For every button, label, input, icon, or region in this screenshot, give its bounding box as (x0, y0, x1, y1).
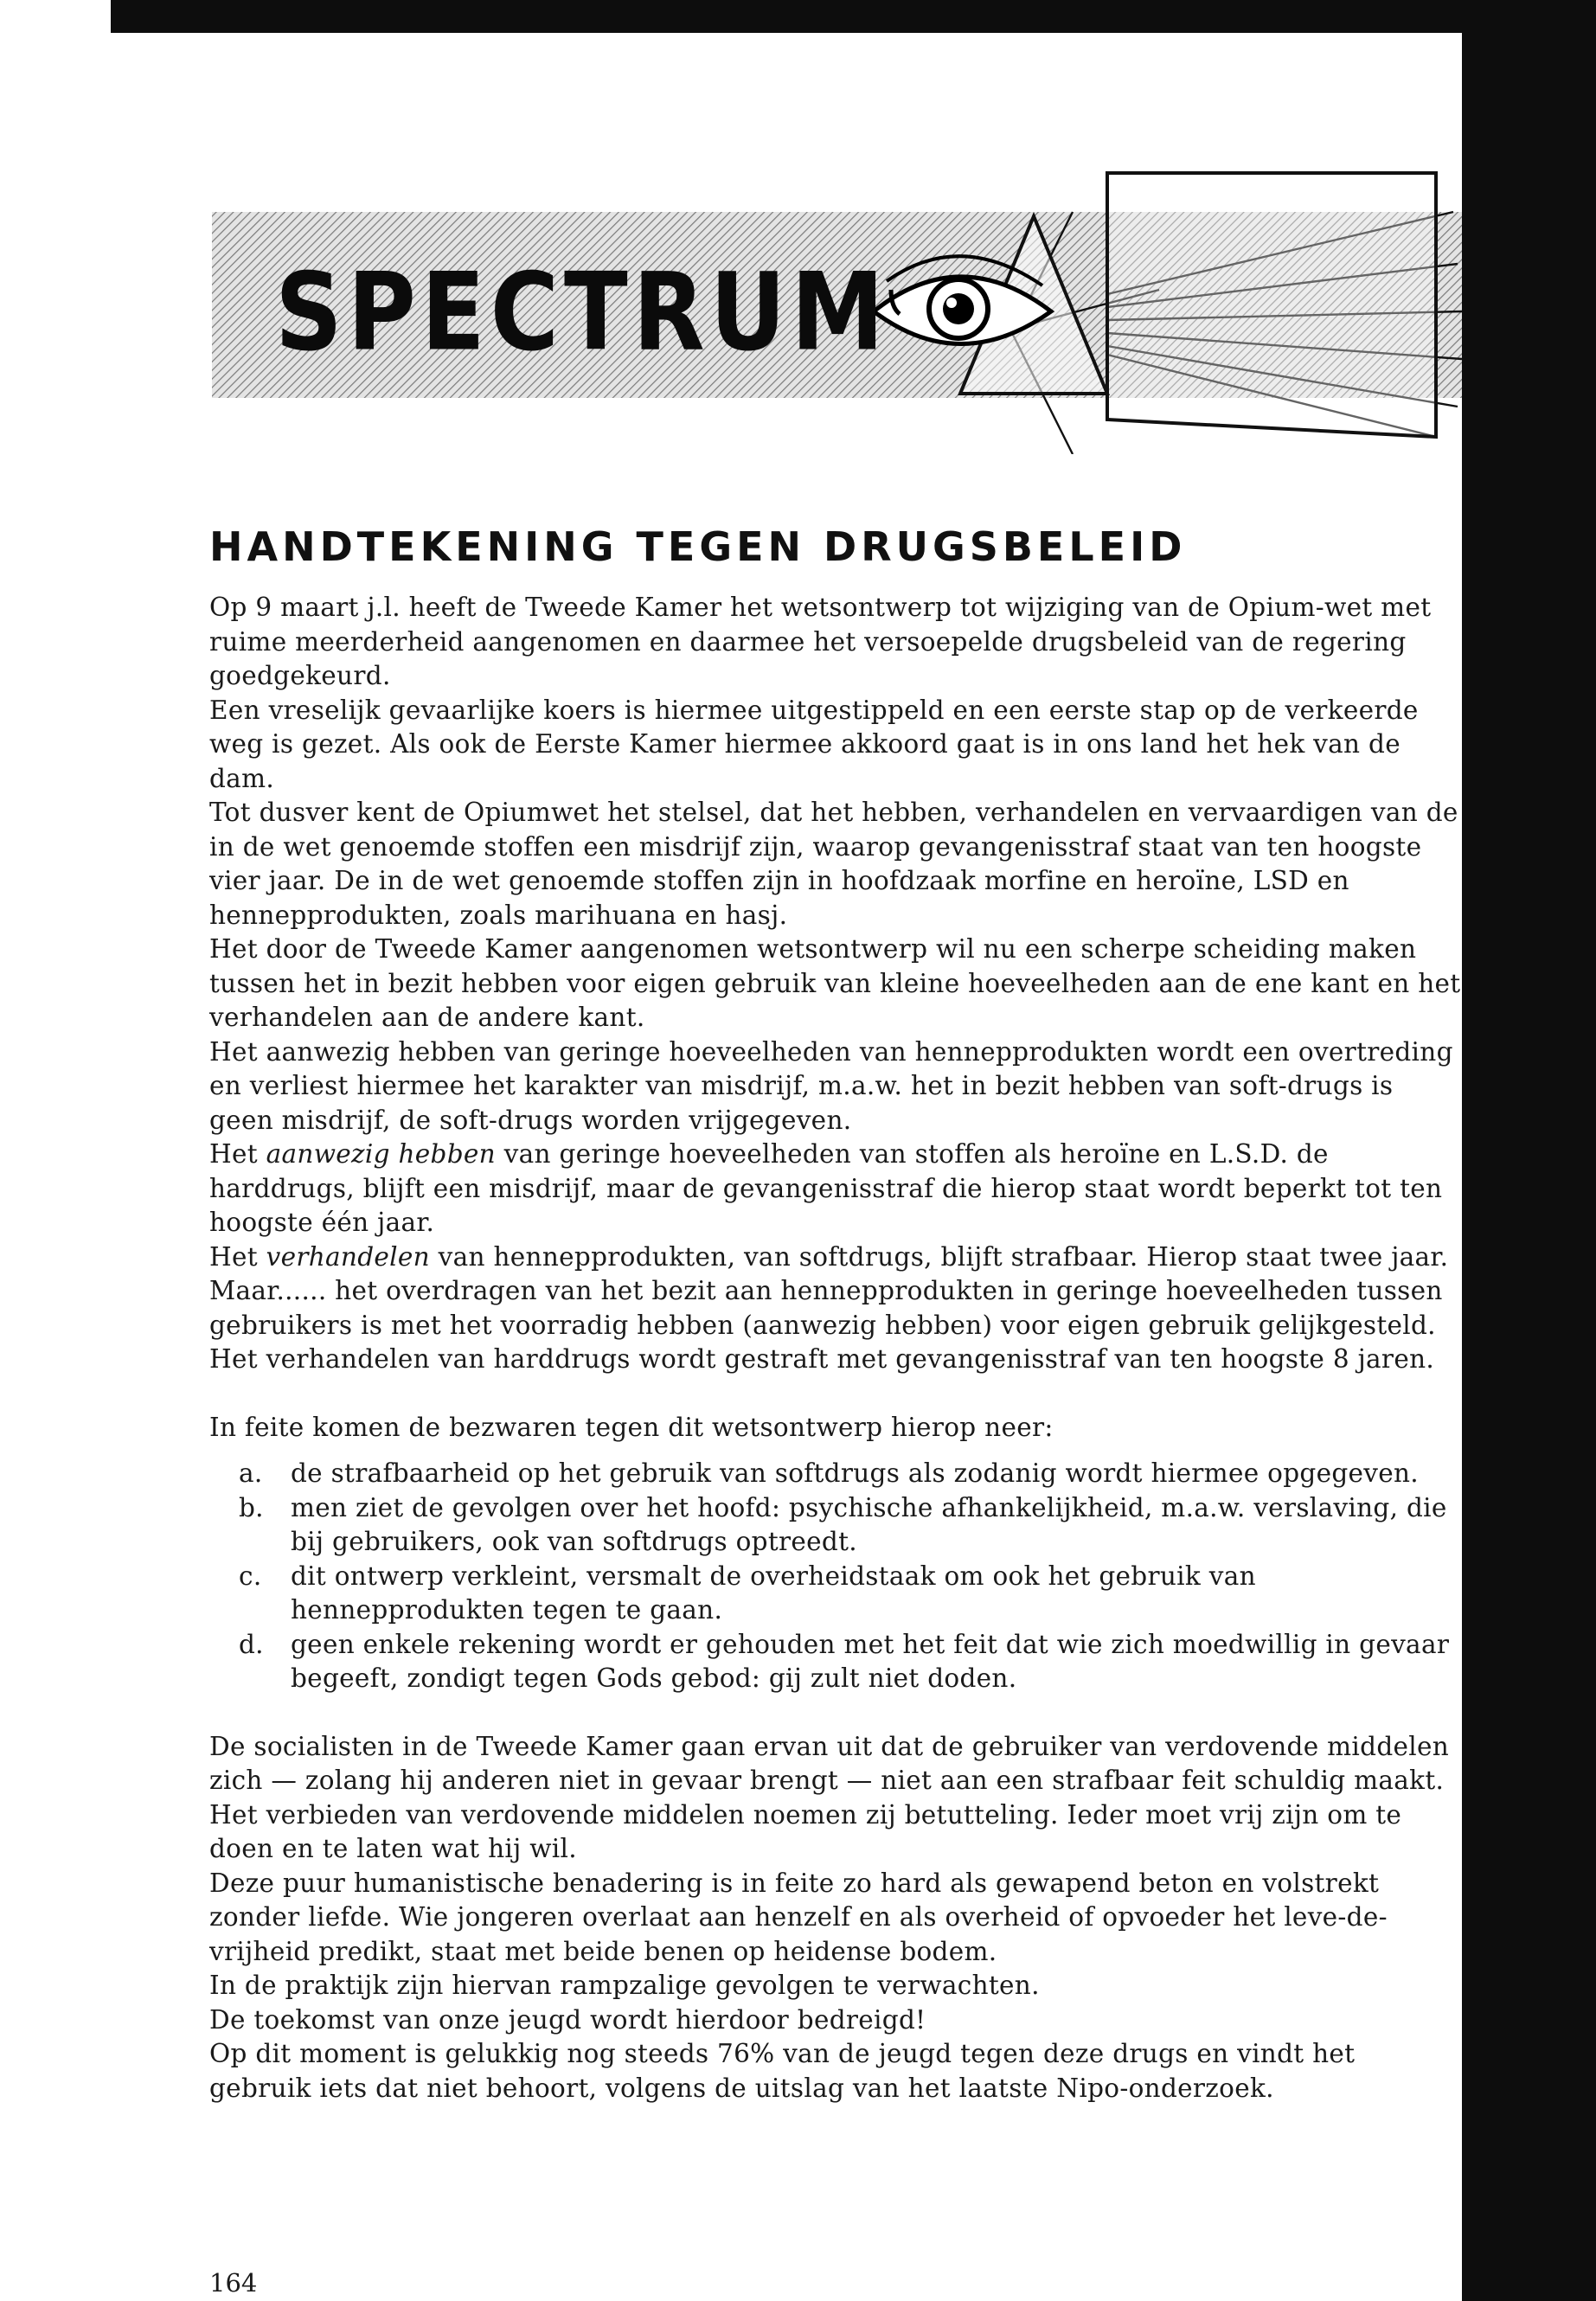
paragraph: De toekomst van onze jeugd wordt hierdoor bedreigd! (209, 2004, 926, 2035)
paragraph: Tot dusver kent de Opiumwet het stelsel, dat het hebben, verhandelen en vervaardigen van de in de wet genoemde stoffen een misdrijf zijn, waarop gevangenisstraf staat van ten hoogste vier jaar. De in de wet genoemde stoffen zijn in hoofdzaak morfine en heroïne, LSD en hennepprodukten, zoals marihuana en hasj. (209, 798, 1458, 930)
paragraph: In de praktijk zijn hiervan rampzalige gevolgen te verwachten. (209, 1971, 1040, 2000)
paragraph: Deze puur humanistische benadering is in feite zo hard als gewapend beton en volstrekt zonder liefde. Wie jongeren overlaat aan henzelf en als overheid of opvoeder het leve-de-vrijheid predikt, staat met beide benen op heidense bodem. (209, 1868, 1388, 1966)
paragraph: Het verhandelen van hennepprodukten, van softdrugs, blijft strafbaar. Hierop staat twee jaar. Maar...... het overdragen van het bezit aan hennepprodukten in geringe hoeveelheden tussen gebruikers is met het voorradig hebben (aanwezig hebben) voor eigen gebruik gelijkgesteld. (209, 1241, 1449, 1340)
objection-item: a. de strafbaarheid op het gebruik van softdrugs als zodanig wordt hiermee opgegeven. (239, 1458, 1419, 1488)
paragraph: De socialisten in de Tweede Kamer gaan ervan uit dat de gebruiker van verdovende middelen zich — zolang hij anderen niet in gevaar brengt — niet aan een strafbaar feit schuldig maakt. Het verbieden van verdovende middelen noemen zij betutteling. Ieder moet vrij zijn om te doen en te laten wat hij wil. (209, 1731, 1450, 1863)
brand-title: SPECTRUM (275, 250, 889, 375)
paragraph: Op dit moment is gelukkig nog steeds 76% van de jeugd tegen deze drugs en vindt het gebruik iets dat niet behoort, volgens de uitslag van het laatste Nipo-onderzoek. (209, 2039, 1356, 2103)
objection-item: c. dit ontwerp verkleint, versmalt de overheidstaak om ook het gebruik van hennepprodukten tegen te gaan. (239, 1561, 1256, 1625)
article-body (209, 591, 1462, 2106)
scan-right-border (1462, 0, 1596, 2301)
objection-item: d. geen enkele rekening wordt er gehouden met het feit dat wie zich moedwillig in gevaar begeeft, zondigt tegen Gods gebod: gij zult niet doden. (239, 1629, 1450, 1693)
paragraph: Het aanwezig hebben van geringe hoeveelheden van stoffen als heroïne en L.S.D. de harddrugs, blijft een misdrijf, maar de gevangenisstraf die hierop staat wordt beperkt tot ten hoogste één jaar. (209, 1139, 1443, 1237)
scan-top-border (111, 0, 1469, 33)
paragraph: Het aanwezig hebben van geringe hoeveelheden van hennepprodukten wordt een overtreding en verliest hiermee het karakter van misdrijf, m.a.w. het in bezit hebben van soft-drugs is geen misdrijf, de soft-drugs worden vrijgegeven. (209, 1036, 1453, 1135)
objection-item: b. men ziet de gevolgen over het hoofd: psychische afhankelijkheid, m.a.w. verslaving, die bij gebruikers, ook van softdrugs optreedt. (239, 1492, 1447, 1556)
paragraph: Het door de Tweede Kamer aangenomen wetsontwerp wil nu een scherpe scheiding maken tussen het in bezit hebben voor eigen gebruik van kleine hoeveelheden aan de ene kant en het verhandelen aan de andere kant. (209, 934, 1461, 1032)
objections-intro: In feite komen de bezwaren tegen dit wetsontwerp hierop neer: (209, 1412, 1054, 1442)
paragraph: Een vreselijk gevaarlijke koers is hiermee uitgestippeld en een eerste stap op de verkeerde weg is gezet. Als ook de Eerste Kamer hiermee akkoord gaat is in ons land het hek van de dam. (209, 695, 1419, 793)
paragraph: Op 9 maart j.l. heeft de Tweede Kamer het wetsontwerp tot wijziging van de Opium-wet met ruime meerderheid aangenomen en daarmee het versoepelde drugsbeleid van de regering goedgekeurd. (209, 593, 1432, 690)
paragraph: Het verhandelen van harddrugs wordt gestraft met gevangenisstraf van ten hoogste 8 jaren. (209, 1344, 1435, 1374)
page-number: 164 (209, 2268, 258, 2298)
article-headline: HANDTEKENING TEGEN DRUGSBELEID (209, 522, 1187, 570)
